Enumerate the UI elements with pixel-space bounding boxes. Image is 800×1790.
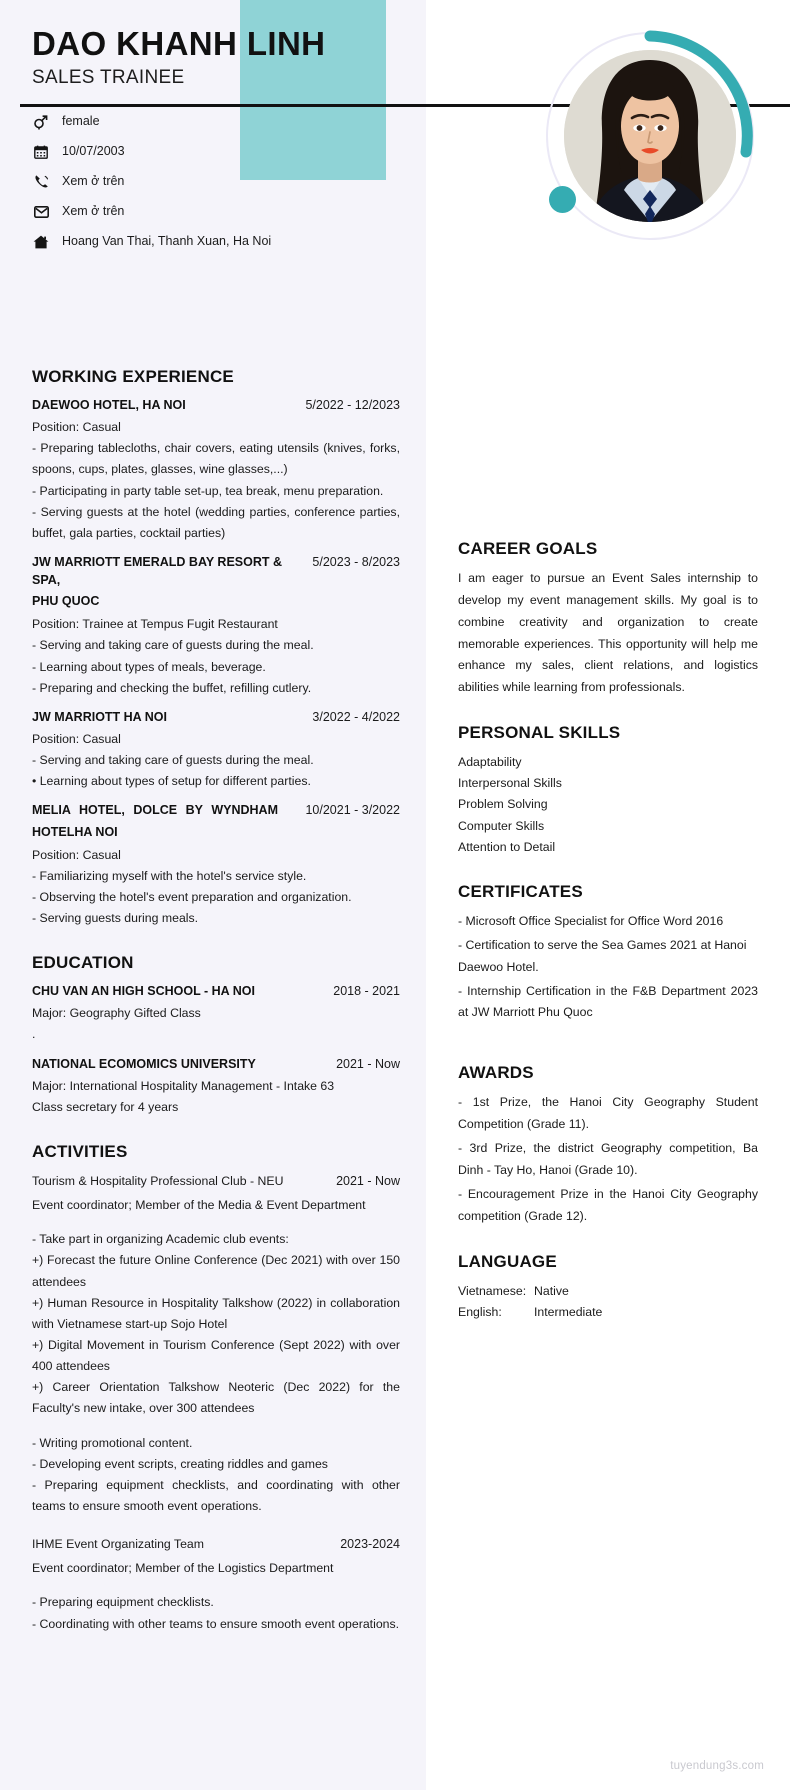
organization-name: JW MARRIOTT EMERALD BAY RESORT & SPA, xyxy=(32,554,283,588)
entry-line: Class secretary for 4 years xyxy=(32,1099,179,1114)
entry-header xyxy=(32,708,400,726)
skill-item: Adaptability xyxy=(458,755,522,770)
award-item: - 3rd Prize, the district Geography competition, Ba Dinh - Tay Ho, Hanoi (Grade 10). xyxy=(458,1141,758,1177)
contact-value: 10/07/2003 xyxy=(62,144,125,159)
experience-entry xyxy=(32,801,400,929)
education-entry xyxy=(32,982,400,1045)
watermark: tuyendung3s.com xyxy=(670,1760,764,1772)
entry-line: - Preparing equipment checklists. xyxy=(32,1595,214,1610)
entry-line: Major: Geography Gifted Class xyxy=(32,1006,201,1021)
gender-icon xyxy=(32,114,50,130)
entry-date: 10/2021 - 3/2022 xyxy=(305,803,400,818)
entry-line: - Learning about types of meals, beverage. xyxy=(32,659,266,674)
entry-line: - Serving guests during meals. xyxy=(32,911,199,926)
envelope-icon xyxy=(32,206,50,218)
section-heading-working-experience: WORKING EXPERIENCE xyxy=(32,366,234,386)
entry-line: +) Career Orientation Talkshow Neoteric (Dec 2022) for the Faculty's new intake, over 300 attendees xyxy=(32,1380,400,1416)
entry-header xyxy=(32,553,400,589)
education-entry xyxy=(32,1055,400,1118)
award-item: - Encouragement Prize in the Hanoi City Geography competition (Grade 12). xyxy=(458,1186,758,1223)
content-columns xyxy=(0,257,800,1667)
phone-icon xyxy=(32,174,50,189)
entry-line: - Preparing and checking the buffet, refilling cutlery. xyxy=(32,680,312,695)
entry-line: • Learning about types of setup for different parties. xyxy=(32,774,311,789)
entry-line: Event coordinator; Member of the Media & Event Department xyxy=(32,1198,366,1213)
entry-date: 3/2022 - 4/2022 xyxy=(312,709,400,724)
avatar-teal-dot xyxy=(549,186,576,213)
activity-title: IHME Event Organizating Team xyxy=(32,1537,205,1552)
skill-item: Problem Solving xyxy=(458,797,548,812)
spacer xyxy=(458,1026,758,1039)
skill-item: Computer Skills xyxy=(458,818,545,833)
organization-name: MELIA HOTEL, DOLCE BY WYNDHAM xyxy=(32,803,278,818)
language-name: Vietnamese: xyxy=(458,1283,527,1298)
entry-line: - Observing the hotel's event preparation and organization. xyxy=(32,889,352,904)
entry-date: 2018 - 2021 xyxy=(333,984,400,999)
career-goals-text: I am eager to pursue an Event Sales internship to develop my event management skills. My goal is to combine creativity and organization to create memorable experiences. This opportunity will help me enhance my sales, client relations, and logistics abilities while learning from professionals. xyxy=(458,570,758,695)
right-column xyxy=(426,539,800,1353)
organization-name: DAEWOO HOTEL, HA NOI xyxy=(32,397,186,412)
entry-line: +) Forecast the future Online Conference (Dec 2021) with over 150 attendees xyxy=(32,1253,400,1289)
section-heading-awards: AWARDS xyxy=(458,1063,534,1083)
organization-name: NATIONAL ECOMOMICS UNIVERSITY xyxy=(32,1056,256,1071)
calendar-icon xyxy=(32,145,50,159)
entry-line: - Developing event scripts, creating riddles and games xyxy=(32,1456,328,1471)
entry-line: - Coordinating with other teams to ensure smooth event operations. xyxy=(32,1616,400,1631)
entry-date: 5/2022 - 12/2023 xyxy=(305,397,400,412)
section-heading-activities: ACTIVITIES xyxy=(32,1142,128,1162)
entry-line: - Preparing equipment checklists, and coordinating with other teams to ensure smooth event operations. xyxy=(32,1477,400,1513)
organization-name-line2: HOTELHA NOI xyxy=(32,824,118,839)
entry-header xyxy=(32,396,400,414)
spacer xyxy=(32,1519,400,1532)
entry-line: - Serving guests at the hotel (wedding parties, conference parties, buffet, gala parties, cocktail parties) xyxy=(32,504,400,540)
entry-line: Position: Trainee at Tempus Fugit Restaurant xyxy=(32,617,278,632)
entry-line: - Serving and taking care of guests during the meal. xyxy=(32,638,314,653)
entry-header xyxy=(32,982,400,1000)
home-icon xyxy=(32,235,50,249)
language-row xyxy=(458,1302,758,1323)
entry-line: Position: Casual xyxy=(32,847,121,862)
language-level: Intermediate xyxy=(534,1304,603,1319)
section-heading-language: LANGUAGE xyxy=(458,1251,557,1271)
entry-line: - Serving and taking care of guests during the meal. xyxy=(32,753,314,768)
language-row xyxy=(458,1281,758,1302)
activity-entry xyxy=(32,1534,400,1635)
spacer xyxy=(32,1579,400,1592)
left-column xyxy=(0,345,426,1667)
spacer xyxy=(32,1216,400,1229)
organization-name: CHU VAN AN HIGH SCHOOL - HA NOI xyxy=(32,984,255,999)
organization-name-line2: PHU QUOC xyxy=(32,594,100,609)
section-heading-personal-skills: PERSONAL SKILLS xyxy=(458,723,621,743)
entry-date: 2021 - Now xyxy=(336,1174,400,1189)
entry-line: - Familiarizing myself with the hotel's service style. xyxy=(32,868,307,883)
experience-entry xyxy=(32,708,400,793)
language-level: Native xyxy=(534,1283,569,1298)
award-item: - 1st Prize, the Hanoi City Geography Student Competition (Grade 11). xyxy=(458,1095,758,1132)
skill-item: Attention to Detail xyxy=(458,839,556,854)
entry-line: +) Digital Movement in Tourism Conference (Sept 2022) with over 400 attendees xyxy=(32,1338,400,1374)
spacer xyxy=(32,1420,400,1433)
activity-title: Tourism & Hospitality Professional Club - NEU xyxy=(32,1174,284,1189)
contact-value: Xem ở trên xyxy=(62,174,125,189)
section-heading-career-goals: CAREER GOALS xyxy=(458,538,598,558)
section-heading-education: EDUCATION xyxy=(32,953,134,973)
contact-value: Hoang Van Thai, Thanh Xuan, Ha Noi xyxy=(62,234,272,249)
entry-line: Major: International Hospitality Management - Intake 63 xyxy=(32,1078,335,1093)
language-name: English: xyxy=(458,1304,502,1319)
entry-date: 5/2023 - 8/2023 xyxy=(312,554,400,569)
entry-line: +) Human Resource in Hospitality Talkshow (2022) in collaboration with Vietnamese start-up Sojo Hotel xyxy=(32,1295,400,1331)
certificate-item: - Certification to serve the Sea Games 2021 at Hanoi Daewoo Hotel. xyxy=(458,937,747,974)
entry-header xyxy=(32,1534,400,1555)
activity-entry xyxy=(32,1171,400,1517)
certificate-item: - Internship Certification in the F&B Department 2023 at JW Marriott Phu Quoc xyxy=(458,983,758,1020)
entry-line: Position: Casual xyxy=(32,731,121,746)
entry-line: - Preparing tablecloths, chair covers, eating utensils (knives, forks, spoons, cups, plates, glasses, wine glasses,...) xyxy=(32,441,400,477)
entry-header xyxy=(32,801,400,819)
avatar xyxy=(542,28,758,244)
section-heading-certificates: CERTIFICATES xyxy=(458,881,583,901)
entry-header xyxy=(32,1055,400,1073)
certificate-item: - Microsoft Office Specialist for Office Word 2016 xyxy=(458,913,724,928)
entry-line: - Take part in organizing Academic club events: xyxy=(32,1232,289,1247)
contact-value: female xyxy=(62,114,100,129)
entry-date: 2021 - Now xyxy=(336,1056,400,1071)
organization-name: JW MARRIOTT HA NOI xyxy=(32,709,167,724)
entry-line: - Participating in party table set-up, tea break, menu preparation. xyxy=(32,483,384,498)
job-title: SALES TRAINEE xyxy=(32,66,185,88)
entry-line: Position: Casual xyxy=(32,420,121,435)
experience-entry xyxy=(32,553,400,699)
entry-line: . xyxy=(32,1027,36,1042)
entry-header xyxy=(32,1171,400,1192)
entry-date: 2023-2024 xyxy=(340,1537,400,1552)
experience-entry xyxy=(32,396,400,544)
page-title: DAO KHANH LINH xyxy=(32,25,326,62)
avatar-photo xyxy=(564,50,736,222)
skill-item: Interpersonal Skills xyxy=(458,776,562,791)
contact-value: Xem ở trên xyxy=(62,204,125,219)
entry-line: - Writing promotional content. xyxy=(32,1435,193,1450)
entry-line: Event coordinator; Member of the Logistics Department xyxy=(32,1561,334,1576)
